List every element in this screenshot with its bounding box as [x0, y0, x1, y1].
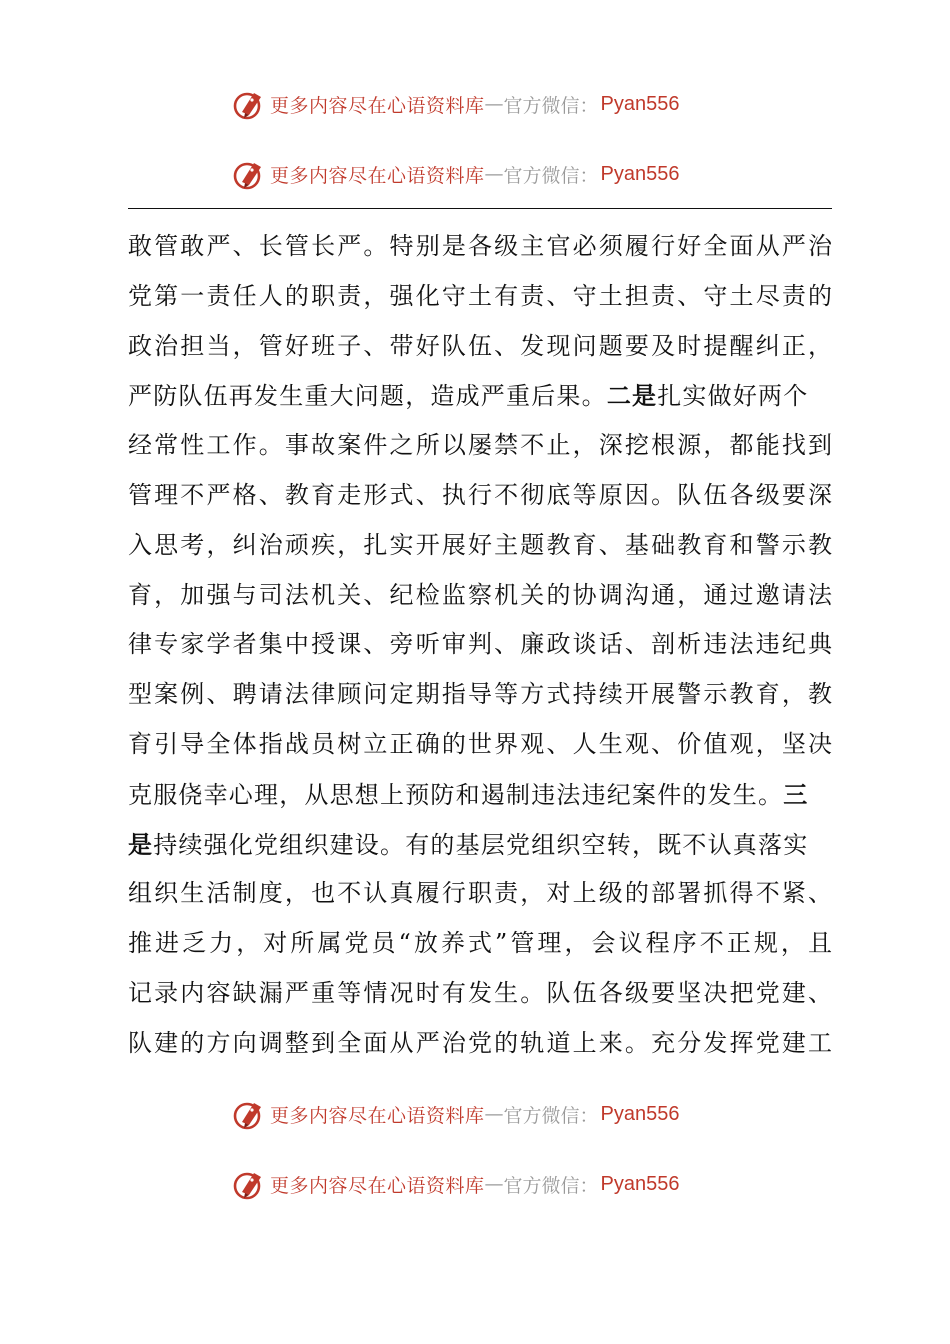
banner-wechat-id: Pyan556: [600, 92, 680, 115]
body-line: 队建的方向调整到全面从严治党的轨道上来。充分发挥党建工: [128, 1028, 832, 1057]
banner-wechat-label: 官方微信：: [503, 164, 599, 187]
body-line: 入思考，纠治顽疾，扎实开展好主题教育、基础教育和警示教: [128, 530, 832, 559]
banner-wechat-id: Pyan556: [600, 1102, 680, 1125]
header-banner-1: [232, 86, 732, 122]
body-line: 敢管敢严、长管长严。特别是各级主官必须履行好全面从严治: [128, 232, 832, 260]
body-line: 组织生活制度，也不认真履行职责，对上级的部署抓得不紧、: [128, 879, 832, 908]
banner-separator: —: [484, 163, 504, 185]
banner-wechat-id: Pyan556: [600, 1172, 680, 1195]
header-banner-2: [232, 156, 732, 192]
header-divider: [128, 208, 832, 209]
body-line: 管理不严格、教育走形式、执行不彻底等原因。队伍各级要深: [128, 480, 832, 509]
pen-nib-logo-icon: [232, 157, 266, 191]
body-line: 严防队伍再发生重大问题，造成严重后果。二是扎实做好两个: [128, 381, 809, 411]
body-line: 推进乏力，对所属党员“放养式”管理，会议程序不正规，且: [128, 929, 832, 958]
body-line: 党第一责任人的职责，强化守土有责、守土担责、守土尽责的: [128, 281, 832, 310]
body-line: 育，加强与司法机关、纪检监察机关的协调沟通，通过邀请法: [128, 580, 832, 609]
banner-wechat-label: 官方微信：: [503, 94, 599, 117]
body-line: 经常性工作。事故案件之所以屡禁不止，深挖根源，都能找到: [128, 431, 832, 460]
pen-nib-logo-icon: [232, 1097, 266, 1131]
body-line: 育引导全体指战员树立正确的世界观、人生观、价值观，坚决: [128, 729, 832, 758]
body-line: 是持续强化党组织建设。有的基层党组织空转，既不认真落实: [128, 829, 809, 859]
body-line: 型案例、聘请法律顾问定期指导等方式持续开展警示教育，教: [128, 680, 832, 709]
body-line: 政治担当，管好班子、带好队伍、发现问题要及时提醒纠正，: [128, 331, 832, 360]
bold-marker: 是: [128, 829, 154, 859]
pen-nib-logo-icon: [232, 87, 266, 121]
footer-banner-2: [232, 1166, 732, 1202]
bold-marker: 三: [783, 779, 809, 809]
document-body: [128, 222, 832, 1069]
banner-wechat-label: 官方微信：: [503, 1174, 599, 1197]
pen-nib-logo-icon: [232, 1167, 266, 1201]
banner-slogan: 更多内容尽在心语资料库: [270, 164, 485, 187]
body-line: 克服侥幸心理，从思想上预防和遏制违法违纪案件的发生。三: [128, 779, 809, 809]
body-line: 律专家学者集中授课、旁听审判、廉政谈话、剖析违法违纪典: [128, 630, 832, 659]
banner-wechat-label: 官方微信：: [503, 1104, 599, 1127]
footer-banner-1: [232, 1096, 732, 1132]
banner-wechat-id: Pyan556: [600, 162, 680, 185]
banner-slogan: 更多内容尽在心语资料库: [270, 1174, 485, 1197]
banner-slogan: 更多内容尽在心语资料库: [270, 1104, 485, 1127]
banner-separator: —: [484, 93, 504, 115]
body-line: 记录内容缺漏严重等情况时有发生。队伍各级要坚决把党建、: [128, 978, 832, 1007]
banner-separator: —: [484, 1173, 504, 1195]
banner-separator: —: [484, 1103, 504, 1125]
banner-slogan: 更多内容尽在心语资料库: [270, 94, 485, 117]
bold-marker: 二是: [606, 381, 658, 411]
